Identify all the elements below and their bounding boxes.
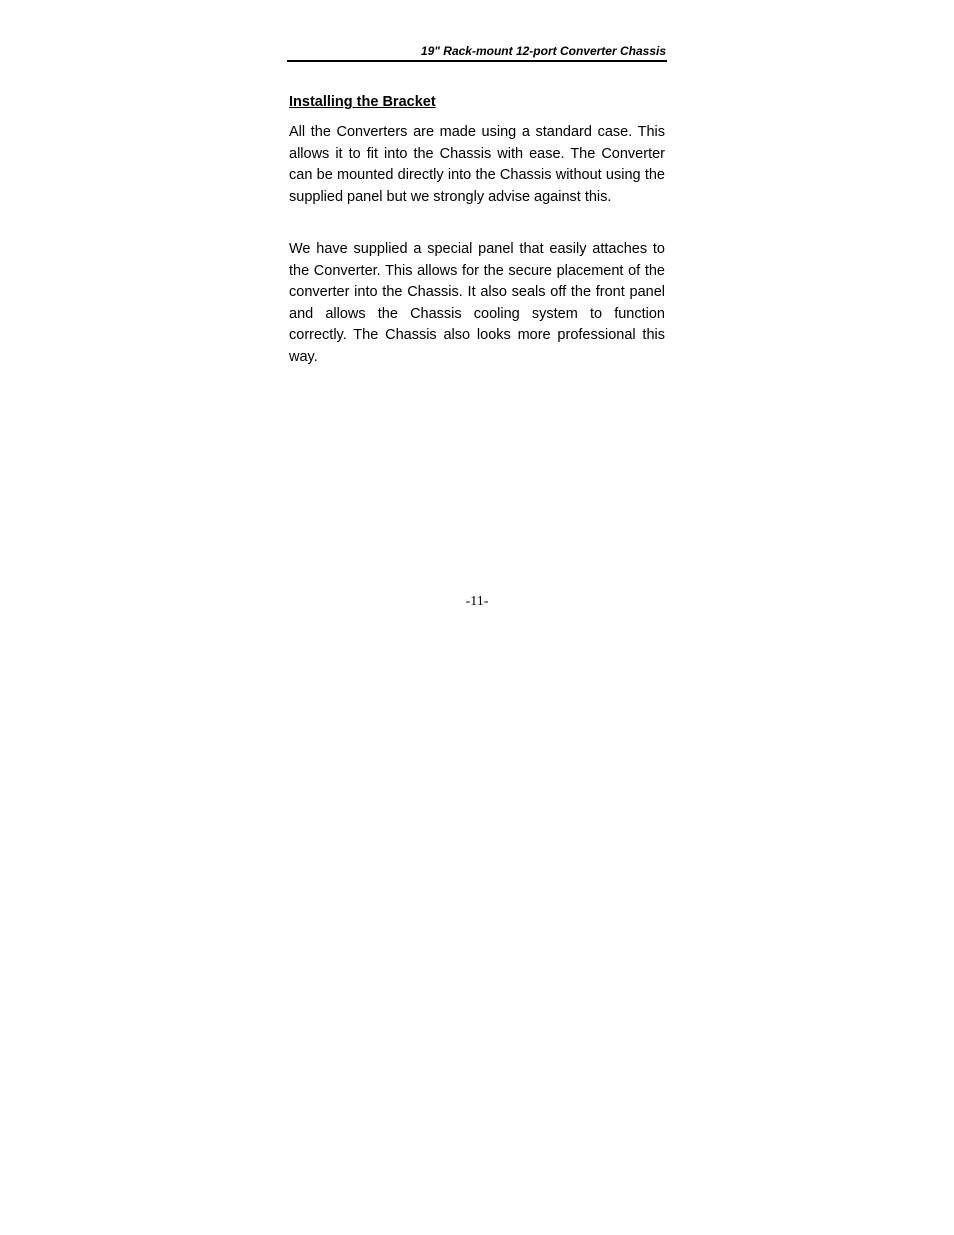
page-number: -11-	[465, 594, 489, 609]
body-paragraph-1: All the Converters are made using a standard case. This allows it to fit into the Chassis with ease. The Converter can be mounted directly into the Chassis without using the supplied panel but we strongly advise against this.	[289, 124, 665, 205]
header-rule	[287, 60, 667, 62]
running-header: 19" Rack-mount 12-port Converter Chassis	[420, 44, 666, 58]
section-title: Installing the Bracket	[289, 94, 436, 110]
body-paragraph-2: We have supplied a special panel that easily attaches to the Converter. This allows for the secure placement of the converter into the Chassis. It also seals off the front panel and allows the Chassis cooling system to function correctly. The Chassis also looks more professional this way.	[289, 241, 665, 365]
